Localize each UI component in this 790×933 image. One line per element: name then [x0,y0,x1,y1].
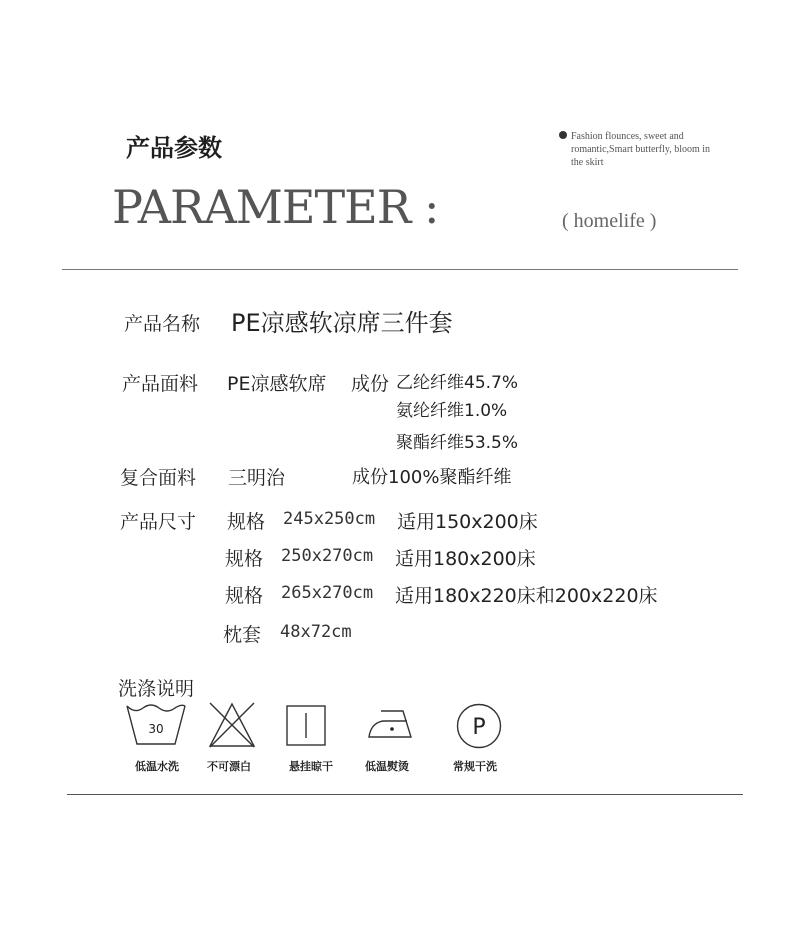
size-row-2-name: 规格 [225,548,264,570]
svg-text:30: 30 [148,722,164,736]
size-row-2-dims: 250x270cm [281,546,374,566]
fabric-composition-3: 聚酯纤维53.5% [396,433,519,453]
size-row-3-dims: 265x270cm [281,583,374,603]
dry-clean-caption: 常规干洗 [453,760,497,773]
composite-label: 复合面料 [120,467,197,489]
wash-30-icon [125,702,187,748]
low-iron-icon [367,707,415,741]
size-label: 产品尺寸 [120,511,197,533]
fabric-value: PE凉感软席 [227,373,327,395]
size-row-3-fit: 适用180x220床和200x220床 [395,585,658,607]
wash-30-caption: 低温水洗 [135,760,179,773]
size-row-3-name: 规格 [225,585,264,607]
no-bleach-icon [207,701,257,749]
size-row-1-name: 规格 [227,511,266,533]
pillow-dims: 48x72cm [280,622,352,642]
product-name-value: PE凉感软凉席三件套 [231,309,453,337]
fabric-composition-label: 成份 [351,373,390,395]
composite-composition: 成份100%聚酯纤维 [352,467,512,488]
brand-name: ( homelife ) [562,210,657,232]
size-row-1-dims: 245x250cm [283,509,376,529]
fabric-label: 产品面料 [122,373,199,395]
svg-text:P: P [472,715,486,740]
fabric-composition-1: 乙纶纤维45.7% [396,373,519,393]
product-name-label: 产品名称 [124,313,201,335]
size-row-1-fit: 适用150x200床 [397,511,538,533]
washing-title: 洗涤说明 [118,678,195,700]
low-iron-caption: 低温熨烫 [365,760,409,773]
composite-value: 三明治 [228,467,286,489]
slogan-text: Fashion flounces, sweet and romantic,Smart butterfly, bloom in the skirt [571,131,711,168]
dry-clean-p-icon [456,703,502,749]
bullet-dot-icon [559,131,567,139]
page-title-en: PARAMETER : [112,180,439,234]
hang-dry-icon [286,705,326,747]
page-title-cn: 产品参数 [126,134,222,162]
no-bleach-caption: 不可漂白 [207,760,251,773]
divider-bottom [67,794,743,795]
pillow-name: 枕套 [223,624,262,646]
size-row-2-fit: 适用180x200床 [395,548,536,570]
divider-top [62,269,738,270]
hang-dry-caption: 悬挂晾干 [289,760,333,773]
fabric-composition-2: 氨纶纤维1.0% [396,401,508,421]
